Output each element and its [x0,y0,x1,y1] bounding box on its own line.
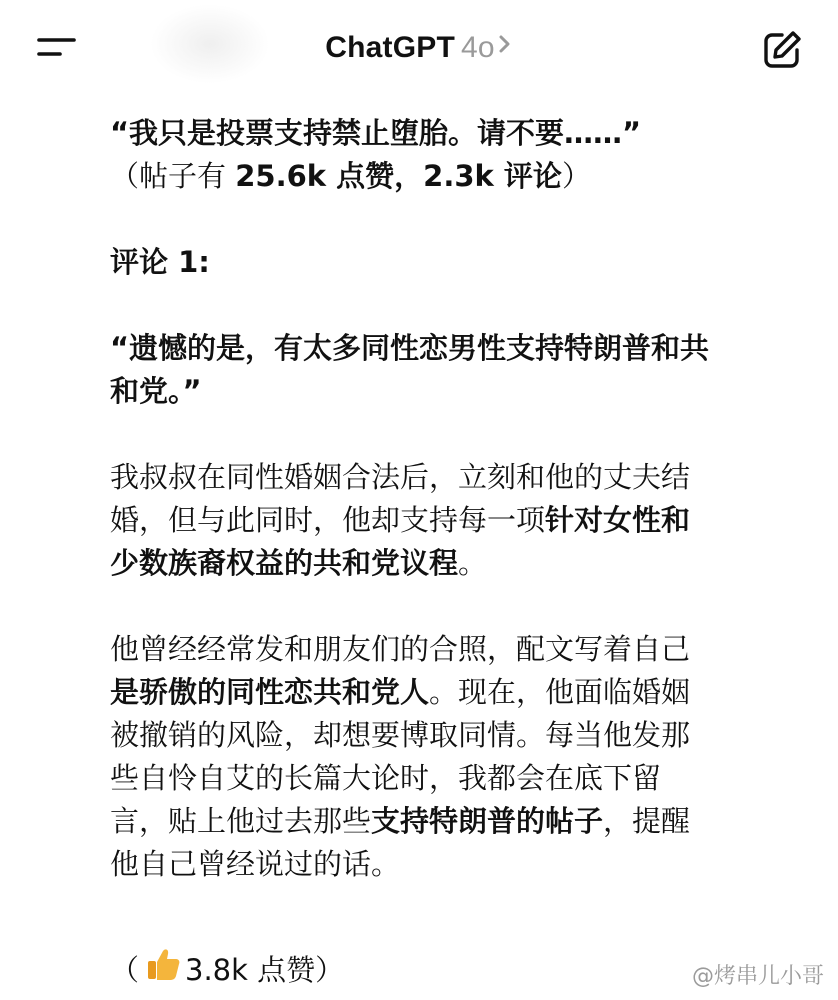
comment-heading: 评论 1: [110,245,210,279]
model-label: 4o [460,31,495,64]
p1-line3-bold: 少数族裔权益的共和党议程 [110,546,459,580]
likes-open: （ [110,953,140,987]
comment-likes [110,946,344,998]
paragraph-2-line3: 被撤销的风险，却想要博取同情。每当他发那 [110,718,691,752]
stats-sep: ， [394,159,424,193]
p1-line3-end: 。 [458,546,488,580]
post-comments: 2.3k 评论 [423,159,562,193]
watermark: @烤串儿小哥 [691,964,824,989]
edit-icon [760,28,804,72]
stats-open: （帖子有 [110,159,236,193]
app-title: ChatGPT [325,31,455,64]
p2-line2-rest: 。现在，他面临婚姻 [429,675,691,709]
post-stats [110,155,790,198]
paragraph-1-line3 [110,542,790,585]
p2-line5-a: 言，贴上他过去那些 [110,804,372,838]
p2-line5-bold: 支持特朗普的帖子 [371,804,604,838]
paragraph-2-line5 [110,800,790,843]
comment-quote-line1: “遗憾的是，有太多同性恋男性支持特朗普和共 [110,331,710,365]
p1-line2-text: 婚，但与此同时，他却支持每一项 [110,503,546,537]
p2-line5-b: ，提醒 [603,804,691,838]
new-chat-button[interactable] [760,28,804,72]
paragraph-1-line2 [110,499,790,542]
model-selector[interactable] [0,26,838,70]
paragraph-2-line4: 些自怜自艾的长篇大论时，我都会在底下留 [110,761,662,795]
thumbs-up-icon [145,946,181,992]
paragraph-1-line1: 我叔叔在同性婚姻合法后，立刻和他的丈夫结 [110,460,691,494]
paragraph-2-line2 [110,671,790,714]
likes-text: 3.8k 点赞 [185,953,316,987]
p1-line2-bold: 针对女性和 [545,503,691,537]
p2-line2-bold: 是骄傲的同性恋共和党人 [110,675,430,709]
paragraph-2-line6: 他自己曾经说过的话。 [110,847,401,881]
post-likes: 25.6k 点赞 [235,159,395,193]
paragraph-2-line1: 他曾经经常发和朋友们的合照，配文写着自己 [110,632,691,666]
likes-close: ） [315,953,345,987]
comment-quote-line2: 和党。” [110,374,202,408]
top-bar [0,0,838,100]
message-body [110,112,790,886]
post-quote: “我只是投票支持禁止堕胎。请不要……” [110,116,642,150]
chevron-right-icon [497,24,513,68]
stats-close: ） [561,159,591,193]
